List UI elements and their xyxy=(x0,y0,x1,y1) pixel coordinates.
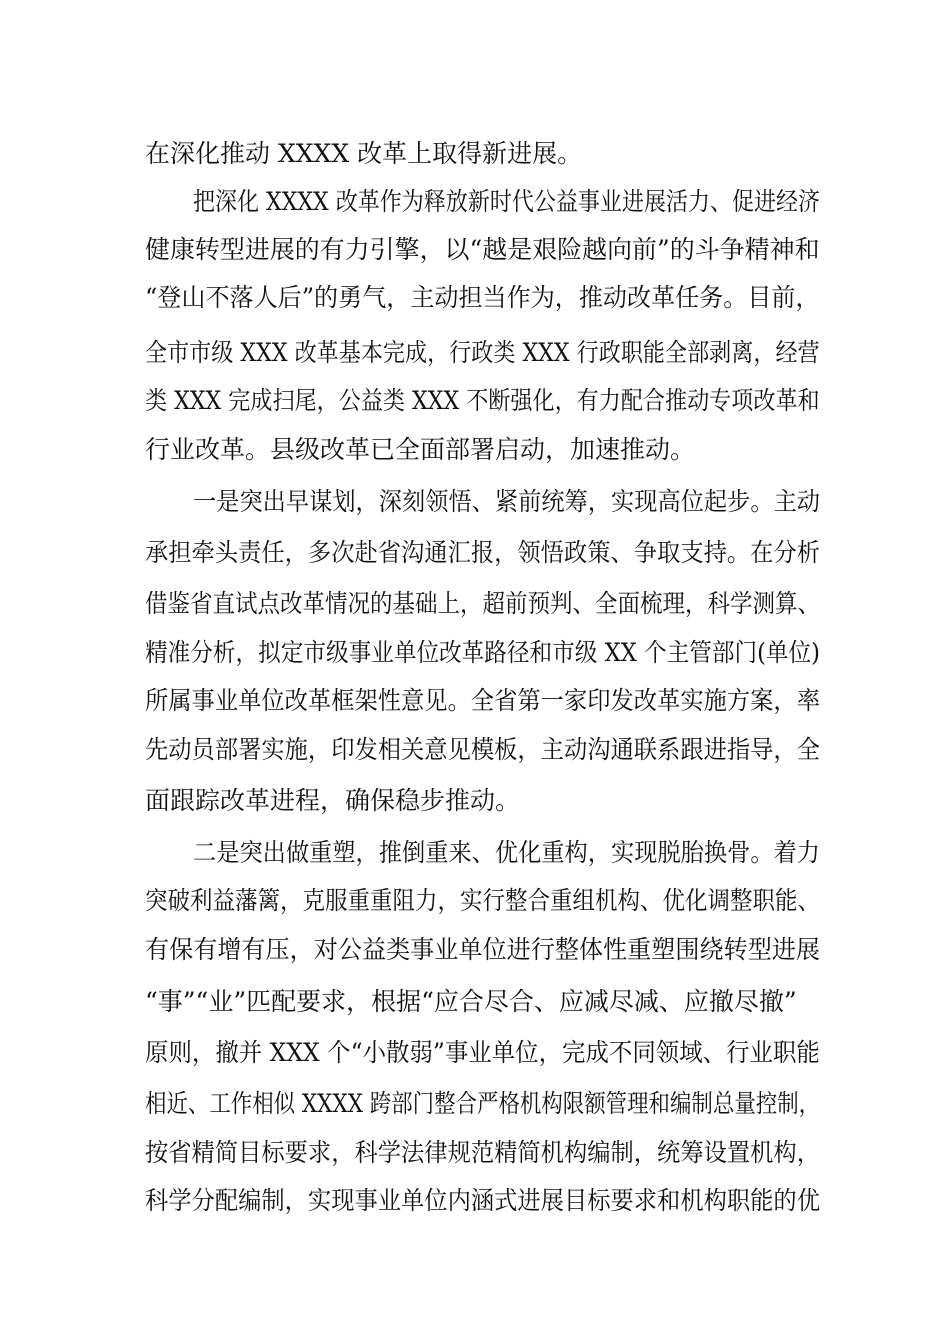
text-line: 突破利益藩篱，克服重重阻力，实行整合重组机构、优化调整职能、 xyxy=(145,886,821,915)
text-line: 全市市级 XXX 改革基本完成，行政类 XXX 行政职能全部剥离，经营 xyxy=(145,338,820,367)
text-line: 科学分配编制，实现事业单位内涵式进展目标要求和机构职能的优 xyxy=(145,1186,820,1215)
text-line: 行业改革。县级改革已全面部署启动，加速推动。 xyxy=(145,435,696,464)
text-line: 借鉴省直试点改革情况的基础上，超前预判、全面梳理，科学测算、 xyxy=(145,589,821,618)
text-line: 类 XXX 完成扫尾，公益类 XXX 不断强化，有力配合推动专项改革和 xyxy=(145,386,820,415)
text-line: 健康转型进展的有力引擎，以“越是艰险越向前”的斗争精神和 xyxy=(145,235,820,264)
text-line: 有保有增有压，对公益类事业单位进行整体性重塑围绕转型进展 xyxy=(145,935,821,964)
text-line: “登山不落人后”的勇气，主动担当作为，推动改革任务。目前， xyxy=(145,283,820,312)
text-line: 在深化推动 XXXX 改革上取得新进展。 xyxy=(145,139,583,168)
text-line: 一是突出早谋划，深刻领悟、紧前统筹，实现高位起步。主动 xyxy=(193,487,821,516)
text-line: 精准分析，拟定市级事业单位改革路径和市级 XX 个主管部门(单位) xyxy=(145,638,820,667)
text-line: “事”“业”匹配要求，根据“应合尽合、应减尽减、应撤尽撤” xyxy=(145,987,797,1016)
text-line: 二是突出做重塑，推倒重来、优化重构，实现脱胎换骨。着力 xyxy=(193,838,821,867)
text-line: 所属事业单位改革框架性意见。全省第一家印发改革实施方案，率 xyxy=(145,686,820,715)
text-line: 按省精简目标要求，科学法律规范精简机构编制，统筹设置机构， xyxy=(145,1138,820,1167)
text-line: 先动员部署实施，印发相关意见模板，主动沟通联系跟进指导，全 xyxy=(145,735,820,764)
text-line: 承担牵头责任，多次赴省沟通汇报，领悟政策、争取支持。在分析 xyxy=(145,538,820,567)
text-line: 相近、工作相似 XXXX 跨部门整合严格机构限额管理和编制总量控制， xyxy=(145,1089,821,1118)
text-line: 把深化 XXXX 改革作为释放新时代公益事业进展活力、促进经济 xyxy=(193,187,821,216)
text-line: 原则，撤并 XXX 个“小散弱”事业单位，完成不同领域、行业职能 xyxy=(145,1038,820,1067)
text-line: 面跟踪改革进程，确保稳步推动。 xyxy=(145,786,521,815)
